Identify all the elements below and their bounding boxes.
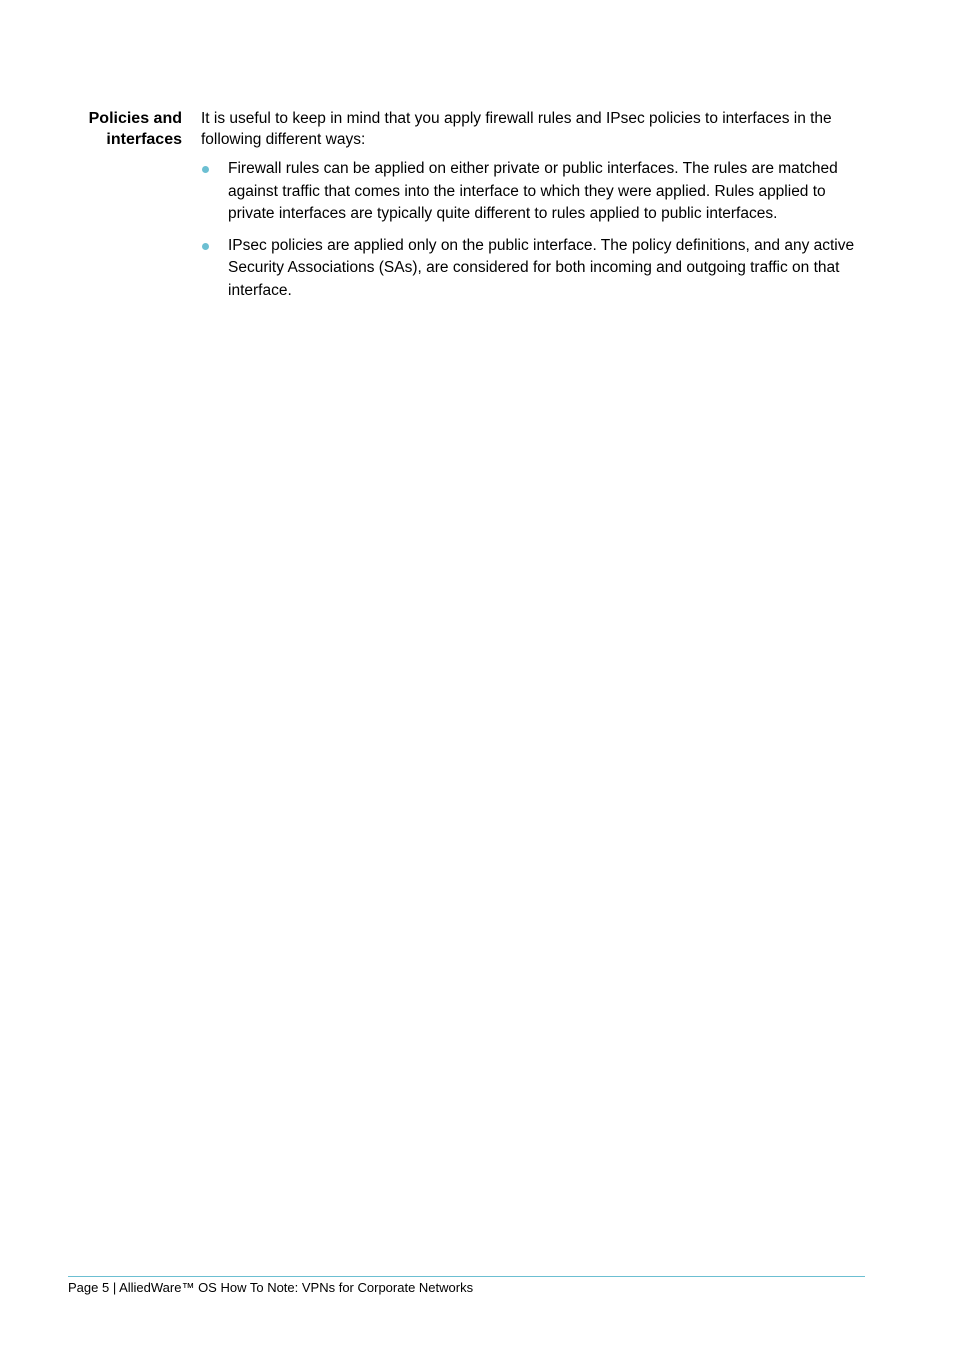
section-heading-line2: interfaces bbox=[106, 131, 182, 148]
bullet-icon bbox=[202, 166, 209, 173]
footer-divider bbox=[68, 1276, 865, 1277]
bullet-list bbox=[201, 158, 861, 302]
page-footer: Page 5 | AlliedWare™ OS How To Note: VPNs for Corporate Networks bbox=[68, 1280, 474, 1295]
section-heading-line1: Policies and bbox=[88, 110, 182, 127]
bullet-text: Firewall rules can be applied on either private or public interfaces. The rules are matched against traffic that comes into the interface to which they were applied. Rules applied to private interfaces are typically quite different to rules applied to public interfaces. bbox=[228, 160, 838, 222]
section-body bbox=[201, 108, 861, 311]
list-item bbox=[201, 235, 861, 303]
section-heading bbox=[40, 108, 182, 150]
bullet-icon bbox=[202, 243, 209, 250]
list-item bbox=[201, 158, 861, 226]
bullet-text: IPsec policies are applied only on the public interface. The policy definitions, and any active Security Associations (SAs), are considered for both incoming and outgoing traffic on that interface. bbox=[228, 236, 855, 299]
intro-paragraph: It is useful to keep in mind that you apply firewall rules and IPsec policies to interfaces in the following different ways: bbox=[201, 110, 832, 148]
